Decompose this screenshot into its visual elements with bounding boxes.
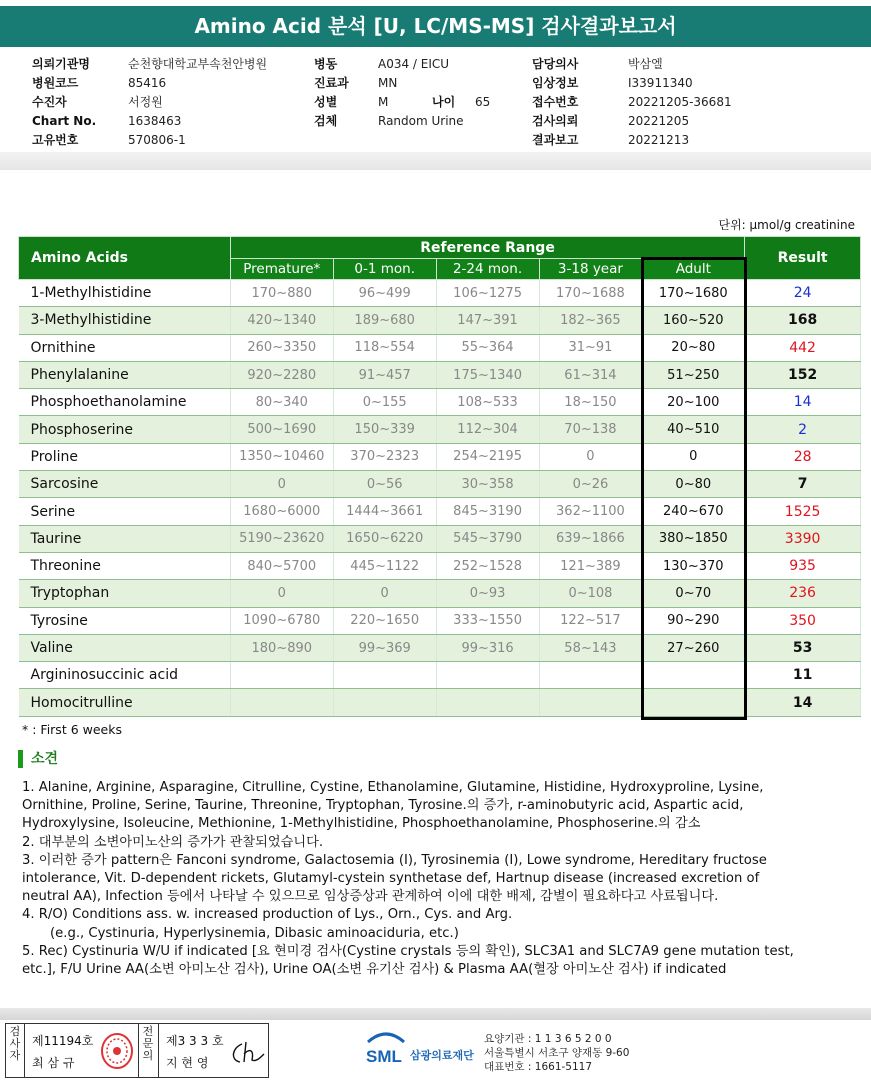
info-row bbox=[532, 74, 732, 93]
reference-cell: 122~517 bbox=[539, 607, 642, 634]
info-row bbox=[532, 131, 732, 150]
lab-name: 삼광의료재단 bbox=[410, 1049, 474, 1062]
info-row bbox=[32, 112, 267, 131]
amino-acid-name: Tyrosine bbox=[19, 607, 231, 634]
opinion-line: 3. 이러한 증가 pattern은 Fanconi syndrome, Galactosemia (I), Tyrosinemia (I), Lowe syndrome, Hereditary fructose bbox=[22, 852, 767, 868]
reference-cell: 106~1275 bbox=[436, 280, 539, 307]
adult-reference-cell: 90~290 bbox=[642, 607, 745, 634]
reference-cell: 61~314 bbox=[539, 361, 642, 388]
table-row bbox=[19, 552, 861, 579]
result-cell: 7 bbox=[745, 471, 861, 498]
info-row bbox=[32, 131, 267, 150]
lab-code: 요양기관 : 1 1 3 6 5 2 0 0 bbox=[484, 1033, 612, 1045]
sub-header-0-1-mon: 0-1 mon. bbox=[333, 259, 436, 280]
reference-cell: 147~391 bbox=[436, 307, 539, 334]
opinion-line: 5. Rec) Cystinuria W/U if indicated [요 현미경 검사(Cystine crystals 등의 확인), SLC3A1 and SLC7A9 gene mutation test, bbox=[22, 943, 794, 959]
reference-cell bbox=[539, 689, 642, 716]
table-row bbox=[19, 361, 861, 388]
reference-cell bbox=[230, 689, 333, 716]
table-row bbox=[19, 498, 861, 525]
reference-cell: 0~108 bbox=[539, 580, 642, 607]
verifier-number: 제3 3 3 호 bbox=[166, 1034, 224, 1048]
footnote: * : First 6 weeks bbox=[22, 722, 122, 737]
amino-acid-name: Phosphoethanolamine bbox=[19, 389, 231, 416]
reference-cell: 182~365 bbox=[539, 307, 642, 334]
table-row bbox=[19, 389, 861, 416]
age-value: 65 bbox=[475, 95, 491, 109]
reference-cell: 333~1550 bbox=[436, 607, 539, 634]
reference-cell: 254~2195 bbox=[436, 443, 539, 470]
info-label: Chart No. bbox=[32, 114, 97, 128]
result-cell: 3390 bbox=[745, 525, 861, 552]
opinion-line: 4. R/O) Conditions ass. w. increased production of Lys., Orn., Cys. and Arg. bbox=[22, 907, 513, 923]
reference-cell: 0 bbox=[230, 580, 333, 607]
reference-cell: 1650~6220 bbox=[333, 525, 436, 552]
result-cell: 152 bbox=[745, 361, 861, 388]
amino-acid-name: 3-Methylhistidine bbox=[19, 307, 231, 334]
result-cell: 11 bbox=[745, 662, 861, 689]
adult-reference-cell: 160~520 bbox=[642, 307, 745, 334]
sml-logo-icon bbox=[364, 1028, 408, 1068]
reference-cell bbox=[333, 662, 436, 689]
opinion-line: (e.g., Cystinuria, Hyperlysinemia, Dibasic aminoaciduria, etc.) bbox=[50, 925, 459, 941]
reference-cell: 70~138 bbox=[539, 416, 642, 443]
table-row bbox=[19, 607, 861, 634]
info-label: 검체 bbox=[314, 114, 338, 128]
result-cell: 935 bbox=[745, 552, 861, 579]
reference-cell: 0~56 bbox=[333, 471, 436, 498]
reference-cell: 108~533 bbox=[436, 389, 539, 416]
adult-reference-cell: 0 bbox=[642, 443, 745, 470]
result-cell: 168 bbox=[745, 307, 861, 334]
adult-reference-cell: 130~370 bbox=[642, 552, 745, 579]
amino-acid-name: Threonine bbox=[19, 552, 231, 579]
adult-reference-cell: 240~670 bbox=[642, 498, 745, 525]
result-cell: 2 bbox=[745, 416, 861, 443]
info-label: 병동 bbox=[314, 57, 338, 71]
info-label: 임상정보 bbox=[532, 76, 579, 90]
reference-cell: 252~1528 bbox=[436, 552, 539, 579]
amino-acid-name: Valine bbox=[19, 634, 231, 661]
reference-cell: 5190~23620 bbox=[230, 525, 333, 552]
sml-logo-text: SML bbox=[366, 1047, 402, 1066]
result-cell: 236 bbox=[745, 580, 861, 607]
tester-name: 최 삼 규 bbox=[32, 1056, 75, 1070]
sub-header-premature: Premature* bbox=[230, 259, 333, 280]
info-label: 진료과 bbox=[314, 76, 349, 90]
info-label: 검사의뢰 bbox=[532, 114, 579, 128]
amino-acid-name: Argininosuccinic acid bbox=[19, 662, 231, 689]
reference-cell: 99~369 bbox=[333, 634, 436, 661]
reference-cell: 445~1122 bbox=[333, 552, 436, 579]
reference-cell: 0 bbox=[333, 580, 436, 607]
reference-cell: 639~1866 bbox=[539, 525, 642, 552]
adult-reference-cell: 40~510 bbox=[642, 416, 745, 443]
reference-cell: 260~3350 bbox=[230, 334, 333, 361]
adult-reference-cell: 51~250 bbox=[642, 361, 745, 388]
col-header-reference-range: Reference Range bbox=[230, 237, 744, 259]
result-cell: 24 bbox=[745, 280, 861, 307]
info-row bbox=[314, 112, 464, 131]
amino-acid-name: Ornithine bbox=[19, 334, 231, 361]
tester-label: 검사자 bbox=[9, 1025, 21, 1062]
reference-cell bbox=[436, 662, 539, 689]
info-label: 수진자 bbox=[32, 95, 67, 109]
reference-cell: 1680~6000 bbox=[230, 498, 333, 525]
info-label: 접수번호 bbox=[532, 95, 579, 109]
footer-divider bbox=[0, 1008, 871, 1020]
sub-header-2-24-mon: 2-24 mon. bbox=[436, 259, 539, 280]
info-value: A034 / EICU bbox=[378, 57, 450, 71]
reference-cell: 545~3790 bbox=[436, 525, 539, 552]
table-row bbox=[19, 525, 861, 552]
verifier-label: 전문의 bbox=[142, 1025, 154, 1062]
tester-seal-icon bbox=[100, 1032, 134, 1070]
table-row bbox=[19, 580, 861, 607]
amino-acid-name: Phenylalanine bbox=[19, 361, 231, 388]
table-row bbox=[19, 471, 861, 498]
verifier-signature-icon bbox=[228, 1040, 266, 1066]
patient-age bbox=[432, 93, 490, 112]
info-label: 결과보고 bbox=[532, 133, 579, 147]
opinion-text bbox=[22, 779, 852, 979]
reference-cell: 1444~3661 bbox=[333, 498, 436, 525]
reference-cell: 362~1100 bbox=[539, 498, 642, 525]
result-cell: 14 bbox=[745, 689, 861, 716]
info-row bbox=[532, 55, 732, 74]
info-row bbox=[32, 93, 267, 112]
reference-cell: 30~358 bbox=[436, 471, 539, 498]
section-divider bbox=[0, 152, 871, 170]
adult-reference-cell: 0~70 bbox=[642, 580, 745, 607]
reference-cell: 180~890 bbox=[230, 634, 333, 661]
reference-cell: 170~1688 bbox=[539, 280, 642, 307]
reference-cell: 112~304 bbox=[436, 416, 539, 443]
reference-cell: 31~91 bbox=[539, 334, 642, 361]
table-row bbox=[19, 280, 861, 307]
opinion-line: intolerance, Vit. D-dependent rickets, Glutamyl-cystein synthetase def, Hartnup disease (increased excretion of bbox=[22, 871, 760, 887]
amino-acid-name: Serine bbox=[19, 498, 231, 525]
reference-cell: 118~554 bbox=[333, 334, 436, 361]
info-label: 성별 bbox=[314, 95, 338, 109]
col-header-amino-acids: Amino Acids bbox=[19, 237, 231, 280]
lab-address-block bbox=[484, 1032, 629, 1074]
table-row bbox=[19, 634, 861, 661]
reference-cell bbox=[230, 662, 333, 689]
info-value: 박삼엘 bbox=[628, 57, 663, 71]
reference-cell: 0 bbox=[230, 471, 333, 498]
result-cell: 1525 bbox=[745, 498, 861, 525]
adult-reference-cell: 27~260 bbox=[642, 634, 745, 661]
info-value: 85416 bbox=[128, 76, 167, 90]
reference-cell: 920~2280 bbox=[230, 361, 333, 388]
tester-number: 제11194호 bbox=[32, 1034, 94, 1048]
amino-acid-name: Proline bbox=[19, 443, 231, 470]
reference-cell: 175~1340 bbox=[436, 361, 539, 388]
amino-acid-name: Sarcosine bbox=[19, 471, 231, 498]
info-value: 서정원 bbox=[128, 95, 163, 109]
result-cell: 350 bbox=[745, 607, 861, 634]
table-row bbox=[19, 662, 861, 689]
info-value: Random Urine bbox=[378, 114, 464, 128]
sub-header-adult: Adult bbox=[642, 259, 745, 280]
info-row bbox=[32, 55, 267, 74]
info-value: 20221205-36681 bbox=[628, 95, 732, 109]
adult-reference-cell bbox=[642, 662, 745, 689]
opinion-line: Hydroxylysine, Isoleucine, Methionine, 1-Methylhistidine, Phosphoethanolamine, Phosphoserine.의 감소 bbox=[22, 816, 701, 832]
report-title: Amino Acid 분석 [U, LC/MS-MS] 검사결과보고서 bbox=[0, 6, 871, 47]
reference-cell: 370~2323 bbox=[333, 443, 436, 470]
reference-cell: 150~339 bbox=[333, 416, 436, 443]
patient-info-col1 bbox=[32, 55, 267, 150]
adult-reference-cell: 170~1680 bbox=[642, 280, 745, 307]
opinion-line: 1. Alanine, Arginine, Asparagine, Citrulline, Cystine, Ethanolamine, Glutamine, Histidine, Hydroxyproline, Lysine, bbox=[22, 780, 764, 795]
sub-header-3-18-year: 3-18 year bbox=[539, 259, 642, 280]
reference-cell: 1090~6780 bbox=[230, 607, 333, 634]
info-value: 1638463 bbox=[128, 114, 182, 128]
unit-label: 단위: μmol/g creatinine bbox=[718, 218, 855, 232]
adult-reference-cell: 20~100 bbox=[642, 389, 745, 416]
info-value: 570806-1 bbox=[128, 133, 186, 147]
result-cell: 28 bbox=[745, 443, 861, 470]
info-row bbox=[32, 74, 267, 93]
reference-cell: 0~155 bbox=[333, 389, 436, 416]
amino-acid-table bbox=[18, 236, 861, 717]
reference-cell bbox=[539, 662, 642, 689]
amino-acid-name: 1-Methylhistidine bbox=[19, 280, 231, 307]
lab-address: 서울특별시 서초구 양재동 9-60 bbox=[484, 1047, 630, 1059]
lab-phone: 대표번호 : 1661-5117 bbox=[484, 1061, 593, 1073]
info-value: I33911340 bbox=[628, 76, 693, 90]
info-row bbox=[314, 74, 464, 93]
opinion-line: 2. 대부분의 소변아미노산의 증가가 관찰되었습니다. bbox=[22, 834, 324, 850]
reference-cell: 96~499 bbox=[333, 280, 436, 307]
info-value: 순천향대학교부속천안병원 bbox=[128, 57, 268, 71]
info-value: MN bbox=[378, 76, 398, 90]
reference-cell: 1350~10460 bbox=[230, 443, 333, 470]
table-row bbox=[19, 443, 861, 470]
adult-reference-cell: 380~1850 bbox=[642, 525, 745, 552]
reference-cell bbox=[333, 689, 436, 716]
reference-cell: 0~26 bbox=[539, 471, 642, 498]
amino-acid-name: Homocitrulline bbox=[19, 689, 231, 716]
reference-cell: 0 bbox=[539, 443, 642, 470]
col-header-result: Result bbox=[745, 237, 861, 280]
result-cell: 14 bbox=[745, 389, 861, 416]
table-row bbox=[19, 307, 861, 334]
reference-cell: 91~457 bbox=[333, 361, 436, 388]
opinion-line: etc.], F/U Urine AA(소변 아미노산 검사), Urine OA(소변 유기산 검사) & Plasma AA(혈장 아미노산 검사) if indicated bbox=[22, 962, 727, 978]
amino-acid-name: Taurine bbox=[19, 525, 231, 552]
info-value: 20221205 bbox=[628, 114, 690, 128]
opinion-line: neutral AA), Infection 등에서 나타날 수 있으므로 임상증상과 관계하여 이에 대한 배제, 감별이 필요하다고 사료됩니다. bbox=[22, 889, 719, 905]
reference-cell: 189~680 bbox=[333, 307, 436, 334]
result-cell: 442 bbox=[745, 334, 861, 361]
reference-cell: 121~389 bbox=[539, 552, 642, 579]
table-row bbox=[19, 416, 861, 443]
reference-cell: 80~340 bbox=[230, 389, 333, 416]
reference-cell: 420~1340 bbox=[230, 307, 333, 334]
info-row bbox=[314, 55, 464, 74]
info-label: 담당의사 bbox=[532, 57, 579, 71]
amino-acid-name: Phosphoserine bbox=[19, 416, 231, 443]
reference-cell: 220~1650 bbox=[333, 607, 436, 634]
amino-acid-name: Tryptophan bbox=[19, 580, 231, 607]
info-label: 병원코드 bbox=[32, 76, 79, 90]
reference-cell: 18~150 bbox=[539, 389, 642, 416]
reference-cell: 170~880 bbox=[230, 280, 333, 307]
adult-reference-cell: 0~80 bbox=[642, 471, 745, 498]
info-label: 의뢰기관명 bbox=[32, 57, 90, 71]
verifier-name: 지 현 영 bbox=[166, 1056, 209, 1070]
reference-cell: 0~93 bbox=[436, 580, 539, 607]
adult-reference-cell: 20~80 bbox=[642, 334, 745, 361]
info-label: 고유번호 bbox=[32, 133, 79, 147]
opinion-heading: 소견 bbox=[18, 750, 58, 768]
patient-info-col3 bbox=[532, 55, 732, 150]
reference-cell: 55~364 bbox=[436, 334, 539, 361]
opinion-line: Ornithine, Proline, Serine, Taurine, Threonine, Tryptophan, Tyrosine.의 증가, r-aminobutyric acid, Aspartic acid, bbox=[22, 798, 744, 814]
result-cell: 53 bbox=[745, 634, 861, 661]
info-value: M bbox=[378, 95, 389, 109]
table-row bbox=[19, 689, 861, 716]
reference-cell: 840~5700 bbox=[230, 552, 333, 579]
info-row bbox=[532, 93, 732, 112]
age-label: 나이 bbox=[432, 95, 456, 109]
reference-cell: 99~316 bbox=[436, 634, 539, 661]
info-row bbox=[532, 112, 732, 131]
reference-cell: 58~143 bbox=[539, 634, 642, 661]
reference-cell bbox=[436, 689, 539, 716]
reference-cell: 845~3190 bbox=[436, 498, 539, 525]
signature-box bbox=[5, 1023, 269, 1078]
adult-reference-cell bbox=[642, 689, 745, 716]
reference-cell: 500~1690 bbox=[230, 416, 333, 443]
info-value: 20221213 bbox=[628, 133, 690, 147]
table-row bbox=[19, 334, 861, 361]
